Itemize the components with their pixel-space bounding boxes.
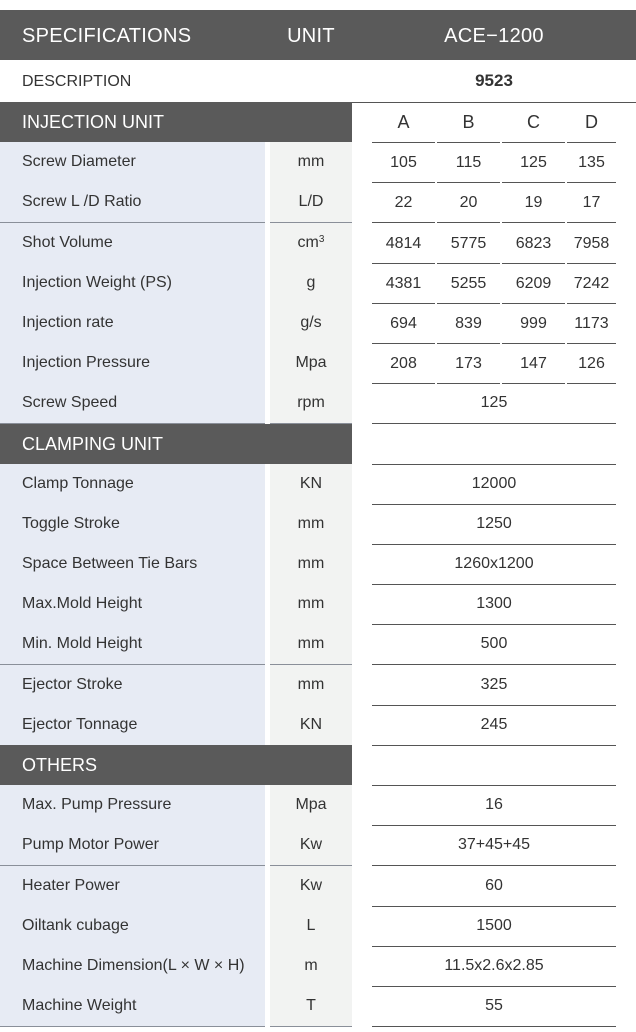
table-row [0,624,636,664]
table-row [0,665,636,705]
variant-c: C [502,102,565,143]
table-row [0,946,636,986]
value-d: 7242 [567,263,616,304]
row-label: Toggle Stroke [0,504,265,545]
row-unit: KN [270,705,352,746]
value-b: 839 [437,303,500,344]
value-d: 126 [567,343,616,384]
table-row [0,785,636,825]
table-row [0,986,636,1026]
row-unit: Kw [270,866,352,907]
value-c: 147 [502,343,565,384]
row-unit: m [270,946,352,987]
row-value: 1260x1200 [372,544,616,585]
value-b: 173 [437,343,500,384]
table-row [0,866,636,906]
row-unit: g/s [270,303,352,344]
row-label: Machine Weight [0,986,265,1027]
row-label: Max.Mold Height [0,584,265,625]
row-label: Injection rate [0,303,265,344]
value-b: 5775 [437,223,500,264]
row-value: 12000 [372,464,616,505]
row-label: Injection Weight (PS) [0,263,265,304]
value-b: 20 [437,182,500,223]
row-label: Clamp Tonnage [0,464,265,505]
row-label: Heater Power [0,866,265,907]
header-unit: UNIT [287,25,335,47]
row-label: Screw Diameter [0,142,265,183]
description-row [0,60,636,103]
row-label: Max. Pump Pressure [0,785,265,826]
section-row-injection [0,102,636,142]
value-c: 999 [502,303,565,344]
row-value: 11.5x2.6x2.85 [372,946,616,987]
header-model: ACE−1200 [444,25,544,47]
value-c: 19 [502,182,565,223]
row-value: 500 [372,624,616,665]
value-d: 7958 [567,223,616,264]
table-row [0,906,636,946]
row-unit: mm [270,142,352,183]
row-unit: L [270,906,352,947]
row-unit: T [270,986,352,1027]
value-b: 115 [437,142,500,183]
row-label: Oiltank cubage [0,906,265,947]
section-title-injection: INJECTION UNIT [0,102,352,142]
section-row-others [0,745,636,785]
section-title-others: OTHERS [0,745,352,785]
value-c: 6823 [502,223,565,264]
variant-a: A [372,102,435,143]
row-value: 1500 [372,906,616,947]
table-row [0,383,636,423]
row-unit: mm [270,665,352,706]
value-c: 125 [502,142,565,183]
table-row [0,825,636,865]
row-value: 60 [372,866,616,907]
row-label: Ejector Tonnage [0,705,265,746]
row-value: 55 [372,986,616,1027]
table-row [0,544,636,584]
row-value: 245 [372,705,616,746]
description-label: DESCRIPTION [22,73,132,90]
row-unit: Mpa [270,785,352,826]
row-label: Ejector Stroke [0,665,265,706]
row-unit: mm [270,584,352,625]
table-row [0,223,636,263]
value-a: 105 [372,142,435,183]
table-row [0,343,636,383]
table-row [0,142,636,182]
row-label: Space Between Tie Bars [0,544,265,585]
row-value: 1250 [372,504,616,545]
row-value: 325 [372,665,616,706]
value-a: 4814 [372,223,435,264]
table-row [0,182,636,222]
value-a: 4381 [372,263,435,304]
value-d: 17 [567,182,616,223]
row-unit: g [270,263,352,304]
row-unit: mm [270,544,352,585]
table-row [0,705,636,745]
variant-b: B [437,102,500,143]
row-value: 16 [372,785,616,826]
row-unit: Mpa [270,343,352,384]
table-row [0,584,636,624]
row-unit: mm [270,504,352,545]
value-d: 135 [567,142,616,183]
table-row [0,504,636,544]
row-label: Injection Pressure [0,343,265,384]
section-title-clamping: CLAMPING UNIT [0,424,352,464]
row-label: Pump Motor Power [0,825,265,866]
row-value: 37+45+45 [372,825,616,866]
row-unit: $cm^3$ [270,223,352,264]
section-spacer [372,424,616,465]
value-d: 1173 [567,303,616,344]
row-label: Min. Mold Height [0,624,265,665]
row-unit: rpm [270,383,352,424]
value-a: 208 [372,343,435,384]
row-value: 125 [372,383,616,424]
spec-rows [0,102,636,1026]
row-unit: mm [270,624,352,665]
description-value: 9523 [475,71,513,90]
table-row [0,464,636,504]
value-c: 6209 [502,263,565,304]
row-unit: KN [270,464,352,505]
row-unit: L/D [270,182,352,223]
table-row [0,303,636,343]
section-row-clamping [0,424,636,464]
header-specifications: SPECIFICATIONS [22,25,192,47]
row-value: 1300 [372,584,616,625]
section-spacer [372,745,616,786]
table-row [0,263,636,303]
row-label: Shot Volume [0,223,265,264]
row-label: Screw L /D Ratio [0,182,265,223]
value-a: 694 [372,303,435,344]
value-a: 22 [372,182,435,223]
row-label: Screw Speed [0,383,265,424]
unit-superscript: 3 [318,233,325,245]
variant-d: D [567,102,616,143]
row-label: Machine Dimension(L × W × H) [0,946,265,987]
value-b: 5255 [437,263,500,304]
table-header [0,10,636,60]
row-unit: Kw [270,825,352,866]
